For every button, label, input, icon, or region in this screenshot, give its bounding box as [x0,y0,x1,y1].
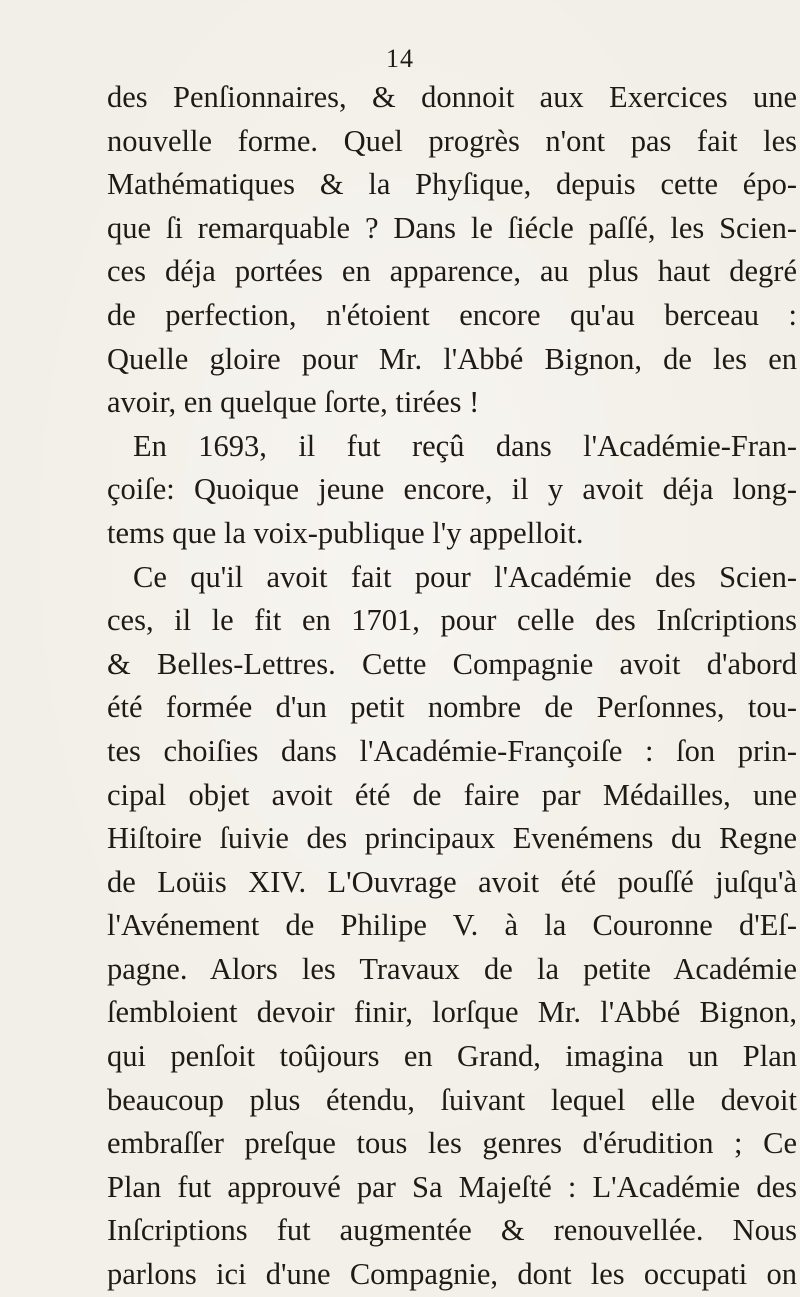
page-number: 14 [386,44,414,73]
text-line: que ſi remarquable ? Dans le ſiécle paſſé, les Scien- [107,210,797,245]
text-line: Plan fut approuvé par Sa Majeſté : L'Académie des [107,1169,797,1204]
text-line: qui penſoit toûjours en Grand, imagina un Plan [107,1039,797,1074]
text-line: pagne. Alors les Travaux de la petite Académie [107,951,797,986]
text-line: parlons ici d'une Compagnie, dont les occupati on [107,1257,797,1292]
body-text [107,76,797,1297]
text-line: été formée d'un petit nombre de Perſonnes, tou- [107,690,797,725]
text-line: tems que la voix-publique l'y appelloit. [107,515,584,550]
text-line: cipal objet avoit été de faire par Médailles, une [107,777,797,812]
text-line: de Loüis XIV. L'Ouvrage avoit été pouſſé juſqu'à [107,864,797,899]
text-line: Inſcriptions fut augmentée & renouvellée. Nous [107,1213,797,1248]
text-line: & Belles-Lettres. Cette Compagnie avoit d'abord [107,646,797,681]
text-line: Ce qu'il avoit fait pour l'Académie des Scien- [133,559,797,594]
text-line: Hiſtoire ſuivie des principaux Evenémens du Regne [107,821,797,856]
text-line: embraſſer preſque tous les genres d'érudition ; Ce [107,1126,797,1161]
text-line: avoir, en quelque ſorte, tirées ! [107,385,480,420]
text-line: nouvelle forme. Quel progrès n'ont pas fait les [107,123,797,158]
text-line: beaucoup plus étendu, ſuivant lequel elle devoit [107,1082,797,1117]
text-line: de perfection, n'étoient encore qu'au berceau : [107,297,797,332]
text-line: En 1693, il fut reçû dans l'Académie-Fran- [133,428,797,463]
text-line: l'Avénement de Philipe V. à la Couronne d'Eſ- [107,908,797,943]
text-line: çoiſe: Quoique jeune encore, il y avoit déja long- [107,472,797,507]
text-line: des Penſionnaires, & donnoit aux Exercices une [107,80,797,114]
text-line: Quelle gloire pour Mr. l'Abbé Bignon, de les en [107,341,797,376]
text-line: ſembloient devoir finir, lorſque Mr. l'Abbé Bignon, [107,995,797,1030]
text-line: ces déja portées en apparence, au plus haut degré [107,254,797,289]
text-line: tes choiſies dans l'Académie-Françoiſe : ſon prin- [107,733,797,768]
text-line: Mathématiques & la Phyſique, depuis cette épo- [107,167,797,202]
text-line: ces, il le fit en 1701, pour celle des Inſcriptions [107,603,797,638]
